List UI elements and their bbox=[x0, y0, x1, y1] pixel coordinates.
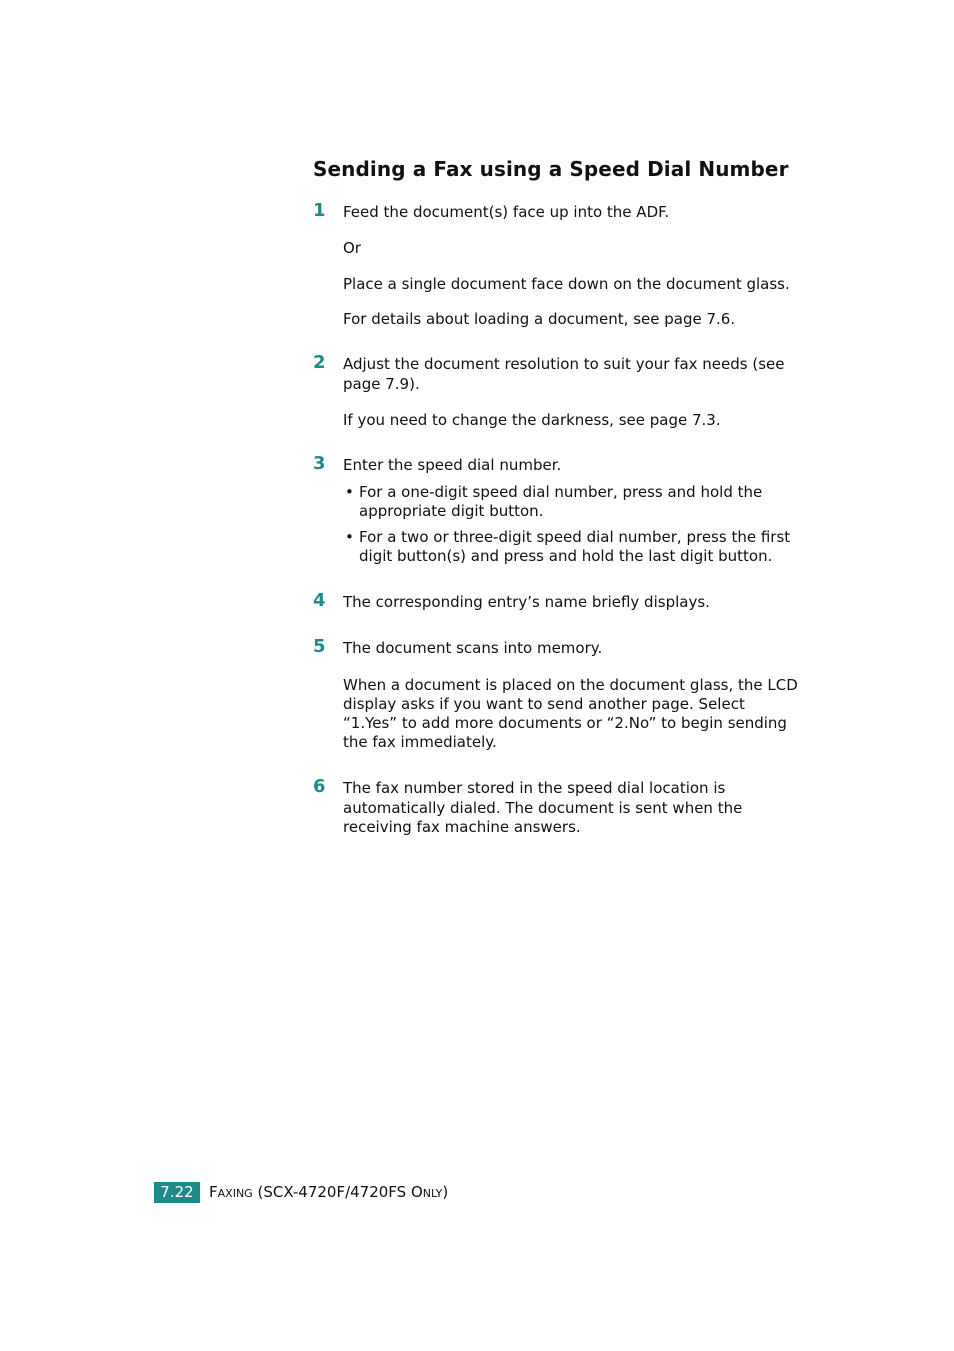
bullet-text: For a two or three-digit speed dial number, press the first digit button(s) and press and hold the last digit button. bbox=[359, 528, 791, 565]
bullet-dot: • bbox=[345, 483, 354, 501]
page-number-badge: 7.22 bbox=[154, 1182, 200, 1203]
footer-only-initial: O bbox=[410, 1183, 423, 1201]
step-3-bullet-2 bbox=[343, 528, 803, 566]
step-3-bullet-1 bbox=[343, 483, 803, 521]
bullet-text: For a one-digit speed dial number, press and hold the appropriate digit button. bbox=[359, 483, 763, 520]
step-number-4: 4 bbox=[313, 590, 326, 611]
step-1-or: Or bbox=[343, 239, 361, 257]
step-1-text: Feed the document(s) face up into the ADF. bbox=[343, 203, 670, 221]
footer-faxing-initial: F bbox=[209, 1183, 218, 1201]
footer-only-rest: NLY bbox=[422, 1187, 443, 1200]
step-5-note: When a document is placed on the document glass, the LCD display asks if you want to send another page. Select “1.Yes” to add more documents or “2.No” to begin sending the fax immediately. bbox=[343, 676, 798, 751]
step-3-text: Enter the speed dial number. bbox=[343, 456, 562, 474]
footer-faxing-rest: AXING bbox=[217, 1187, 253, 1200]
footer-model: (SCX-4720F/4720FS bbox=[257, 1183, 411, 1201]
footer-title bbox=[209, 1182, 448, 1204]
step-4-text: The corresponding entry’s name briefly displays. bbox=[343, 593, 710, 611]
step-2-darkness: If you need to change the darkness, see page 7.3. bbox=[343, 411, 721, 429]
step-number-2: 2 bbox=[313, 352, 326, 373]
section-heading: Sending a Fax using a Speed Dial Number bbox=[313, 157, 789, 181]
step-5-text: The document scans into memory. bbox=[343, 639, 603, 657]
bullet-dot: • bbox=[345, 528, 354, 546]
step-number-3: 3 bbox=[313, 453, 326, 474]
step-number-1: 1 bbox=[313, 200, 326, 221]
step-number-5: 5 bbox=[313, 636, 326, 657]
step-6-text: The fax number stored in the speed dial location is automatically dialed. The document is sent when the receiving fax machine answers. bbox=[343, 779, 743, 836]
footer-close-paren: ) bbox=[442, 1183, 449, 1201]
step-number-6: 6 bbox=[313, 776, 326, 797]
step-1-alt-text: Place a single document face down on the document glass. bbox=[343, 275, 790, 293]
step-1-details: For details about loading a document, see page 7.6. bbox=[343, 310, 736, 328]
step-2-text: Adjust the document resolution to suit your fax needs (see page 7.9). bbox=[343, 355, 785, 393]
